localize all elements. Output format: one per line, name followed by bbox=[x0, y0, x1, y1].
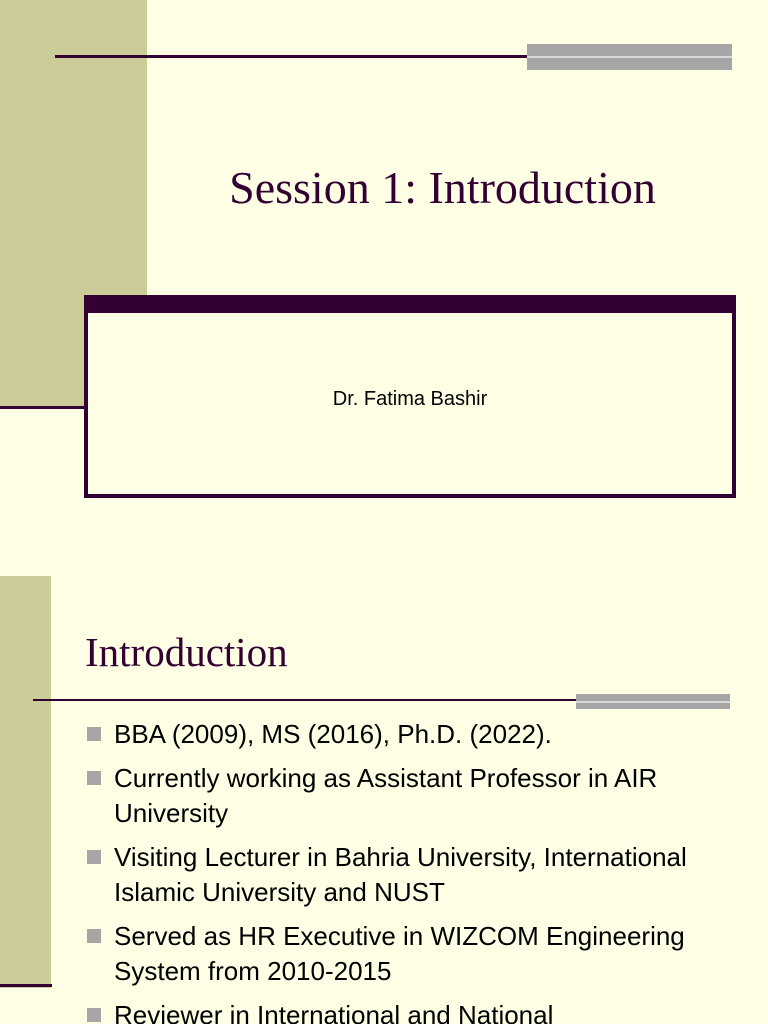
top-accent-bar bbox=[527, 44, 732, 70]
bullet-list bbox=[85, 717, 725, 1024]
bullet-text: Currently working as Assistant Professor in AIR University bbox=[114, 763, 658, 828]
bullet-item bbox=[85, 761, 725, 831]
bullet-item bbox=[85, 840, 725, 910]
bullet-square-icon bbox=[87, 850, 101, 864]
left-rule-line bbox=[0, 406, 88, 409]
bottom-left-rule-line bbox=[0, 984, 52, 987]
bullet-text: Served as HR Executive in WIZCOM Engineering System from 2010-2015 bbox=[114, 921, 685, 986]
bullet-text: Reviewer in International and National bbox=[114, 1000, 554, 1024]
bullet-square-icon bbox=[87, 929, 101, 943]
bullet-item bbox=[85, 998, 725, 1024]
slide-title: Session 1: Introduction bbox=[229, 162, 656, 213]
bullet-square-icon bbox=[87, 771, 101, 785]
bullet-text: Visiting Lecturer in Bahria University, International Islamic University and NUST bbox=[114, 842, 687, 907]
bullet-square-icon bbox=[87, 1008, 101, 1022]
title-accent-bar bbox=[576, 694, 730, 709]
presenter-name: Dr. Fatima Bashir bbox=[332, 388, 488, 410]
bullet-item bbox=[85, 919, 725, 989]
introduction-slide bbox=[0, 576, 768, 1024]
bullet-item bbox=[85, 717, 725, 752]
subtitle-box bbox=[84, 295, 736, 498]
bullet-square-icon bbox=[87, 727, 101, 741]
slide-title: Introduction bbox=[85, 629, 288, 675]
left-side-band bbox=[0, 576, 51, 988]
bullet-text: BBA (2009), MS (2016), Ph.D. (2022). bbox=[114, 719, 552, 749]
